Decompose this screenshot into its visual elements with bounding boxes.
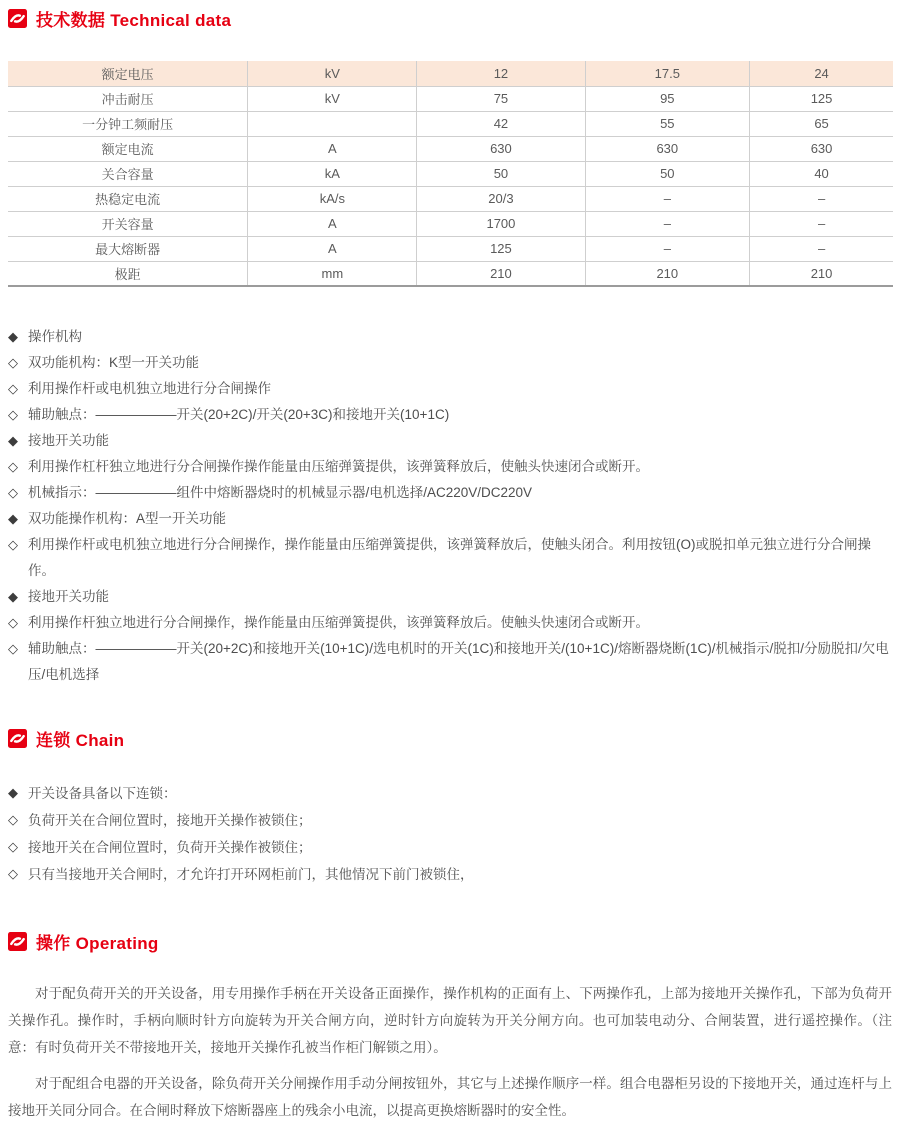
table-cell: 额定电流	[8, 136, 248, 161]
table-cell: –	[585, 236, 750, 261]
table-cell: 40	[750, 161, 893, 186]
operating-paragraph: 对于配组合电器的开关设备，除负荷开关分闸操作用手动分闸按钮外，其它与上述操作顺序一样。组合电器柜另设的下接地开关，通过连杆与上接地开关同分同合。在合闸时释放下熔断器座上的残余小电流，以提高更换熔断器时的安全性。	[8, 1076, 892, 1118]
technical-data-header	[8, 6, 892, 30]
table-header-cell: 17.5	[585, 61, 750, 86]
diamond-hollow-icon: ◇	[8, 407, 18, 422]
diamond-solid-icon: ◆	[8, 589, 18, 604]
table-cell: 20/3	[417, 186, 585, 211]
table-cell: 50	[417, 161, 585, 186]
table-cell: 42	[417, 111, 585, 136]
bullet-text: 双功能机构：K型一开关功能	[28, 355, 200, 370]
table-cell: kA/s	[248, 186, 417, 211]
table-row	[8, 211, 893, 236]
table-cell: –	[585, 211, 750, 236]
bullet-item	[8, 636, 892, 688]
table-cell: 65	[750, 111, 893, 136]
table-cell: 冲击耐压	[8, 86, 248, 111]
table-cell: kV	[248, 86, 417, 111]
table-header-cell: 24	[750, 61, 893, 86]
table-cell: 极距	[8, 261, 248, 286]
bullet-text: 辅助触点：——————开关(20+2C)和接地开关(10+1C)/选电机时的开关(1C)和接地开关/(10+1C)/熔断器烧断(1C)/机械指示/脱扣/分励脱扣/欠电压/电机选择	[28, 641, 889, 682]
table-cell	[248, 111, 417, 136]
table-row	[8, 86, 893, 111]
bullet-text: 辅助触点：——————开关(20+2C)/开关(20+3C)和接地开关(10+1C)	[28, 407, 450, 422]
table-cell: 125	[750, 86, 893, 111]
operating-paragraphs	[8, 980, 892, 1124]
table-header-row	[8, 61, 893, 86]
diamond-hollow-icon: ◇	[8, 866, 18, 881]
table-cell: 热稳定电流	[8, 186, 248, 211]
table-cell: kA	[248, 161, 417, 186]
table-cell: 210	[417, 261, 585, 286]
bullet-item	[8, 428, 892, 454]
table-cell: mm	[248, 261, 417, 286]
table-cell: A	[248, 136, 417, 161]
bullet-item	[8, 807, 892, 834]
diamond-hollow-icon: ◇	[8, 615, 18, 630]
bullet-text: 利用操作杆或电机独立地进行分合闸操作，操作能量由压缩弹簧提供，该弹簧释放后，使触头闭合。利用按钮(O)或脱扣单元独立进行分合闸操作。	[28, 537, 871, 578]
operating-paragraph: 对于配负荷开关的开关设备，用专用操作手柄在开关设备正面操作，操作机构的正面有上、下两操作孔，上部为接地开关操作孔，下部为负荷开关操作孔。操作时，手柄向顺时针方向旋转为开关合闸方向，逆时针方向旋转为开关分闸方向。也可加装电动分、合闸装置，进行遥控操作。（注意：有时负荷开关不带接地开关，接地开关操作孔被当作柜门解锁之用）。	[8, 986, 892, 1055]
diamond-solid-icon: ◆	[8, 785, 18, 800]
diamond-solid-icon: ◆	[8, 433, 18, 448]
operating-header	[8, 929, 892, 953]
diamond-hollow-icon: ◇	[8, 381, 18, 396]
table-cell: –	[750, 236, 893, 261]
table-cell: 630	[750, 136, 893, 161]
table-row	[8, 261, 893, 286]
bullet-text: 机械指示：——————组件中熔断器烧时的机械显示器/电机选择/AC220V/DC220V	[28, 485, 533, 500]
table-cell: –	[750, 186, 893, 211]
bullet-item	[8, 532, 892, 584]
diamond-hollow-icon: ◇	[8, 537, 18, 552]
diamond-hollow-icon: ◇	[8, 485, 18, 500]
bullet-item	[8, 834, 892, 861]
chain-title: 连锁 Chain	[36, 730, 125, 750]
table-row	[8, 111, 893, 136]
table-row	[8, 236, 893, 261]
diamond-hollow-icon: ◇	[8, 355, 18, 370]
bullet-item	[8, 480, 892, 506]
table-cell: 75	[417, 86, 585, 111]
technical-bullet-list	[8, 324, 892, 688]
diamond-solid-icon: ◆	[8, 511, 18, 526]
bullet-item	[8, 610, 892, 636]
brand-mark-icon	[8, 932, 27, 951]
bullet-item	[8, 376, 892, 402]
bullet-item	[8, 402, 892, 428]
bullet-text: 操作机构	[28, 329, 82, 344]
chain-bullet-list	[8, 780, 892, 888]
table-row	[8, 186, 893, 211]
bullet-text: 接地开关在合闸位置时，负荷开关操作被锁住；	[28, 840, 312, 855]
diamond-hollow-icon: ◇	[8, 459, 18, 474]
table-cell: –	[750, 211, 893, 236]
table-cell: 最大熔断器	[8, 236, 248, 261]
table-cell: 开关容量	[8, 211, 248, 236]
bullet-text: 负荷开关在合闸位置时，接地开关操作被锁住；	[28, 813, 312, 828]
brand-mark-icon	[8, 9, 27, 28]
table-cell: A	[248, 236, 417, 261]
bullet-text: 双功能操作机构：A型一开关功能	[28, 511, 227, 526]
bullet-item	[8, 861, 892, 888]
technical-data-title: 技术数据 Technical data	[36, 10, 232, 30]
table-row	[8, 161, 893, 186]
table-cell: 630	[585, 136, 750, 161]
table-row	[8, 136, 893, 161]
table-cell: 630	[417, 136, 585, 161]
table-cell: 125	[417, 236, 585, 261]
bullet-text: 开关设备具备以下连锁：	[28, 786, 177, 801]
table-cell: 关合容量	[8, 161, 248, 186]
bullet-item	[8, 324, 892, 350]
table-cell: 95	[585, 86, 750, 111]
table-cell: 一分钟工频耐压	[8, 111, 248, 136]
diamond-hollow-icon: ◇	[8, 812, 18, 827]
table-cell: 210	[810, 265, 833, 281]
table-cell: 1700	[417, 211, 585, 236]
table-cell: –	[585, 186, 750, 211]
technical-data-table	[8, 61, 893, 287]
bullet-item	[8, 506, 892, 532]
bullet-text: 接地开关功能	[28, 433, 109, 448]
operating-title: 操作 Operating	[36, 933, 159, 953]
chain-header	[8, 726, 892, 750]
diamond-solid-icon: ◆	[8, 329, 18, 344]
bullet-item	[8, 454, 892, 480]
table-cell: 55	[585, 111, 750, 136]
diamond-hollow-icon: ◇	[8, 839, 18, 854]
table-header-cell: 额定电压	[8, 61, 248, 86]
bullet-text: 接地开关功能	[28, 589, 109, 604]
bullet-text: 利用操作杆独立地进行分合闸操作，操作能量由压缩弹簧提供，该弹簧释放后。使触头快速闭合或断开。	[28, 615, 649, 630]
bullet-item	[8, 780, 892, 807]
bullet-text: 只有当接地开关合闸时，才允许打开环网柜前门，其他情况下前门被锁住，	[28, 867, 474, 882]
table-header-cell: kV	[248, 61, 417, 86]
diamond-hollow-icon: ◇	[8, 641, 18, 656]
brand-mark-icon	[8, 729, 27, 748]
bullet-item	[8, 350, 892, 376]
table-cell: A	[248, 211, 417, 236]
table-cell: 50	[585, 161, 750, 186]
bullet-item	[8, 584, 892, 610]
bullet-text: 利用操作杆或电机独立地进行分合闸操作	[28, 381, 271, 396]
table-header-cell: 12	[417, 61, 585, 86]
bullet-text: 利用操作杠杆独立地进行分合闸操作操作能量由压缩弹簧提供，该弹簧释放后，使触头快速闭合或断开。	[28, 459, 649, 474]
table-cell: 210	[585, 261, 750, 286]
